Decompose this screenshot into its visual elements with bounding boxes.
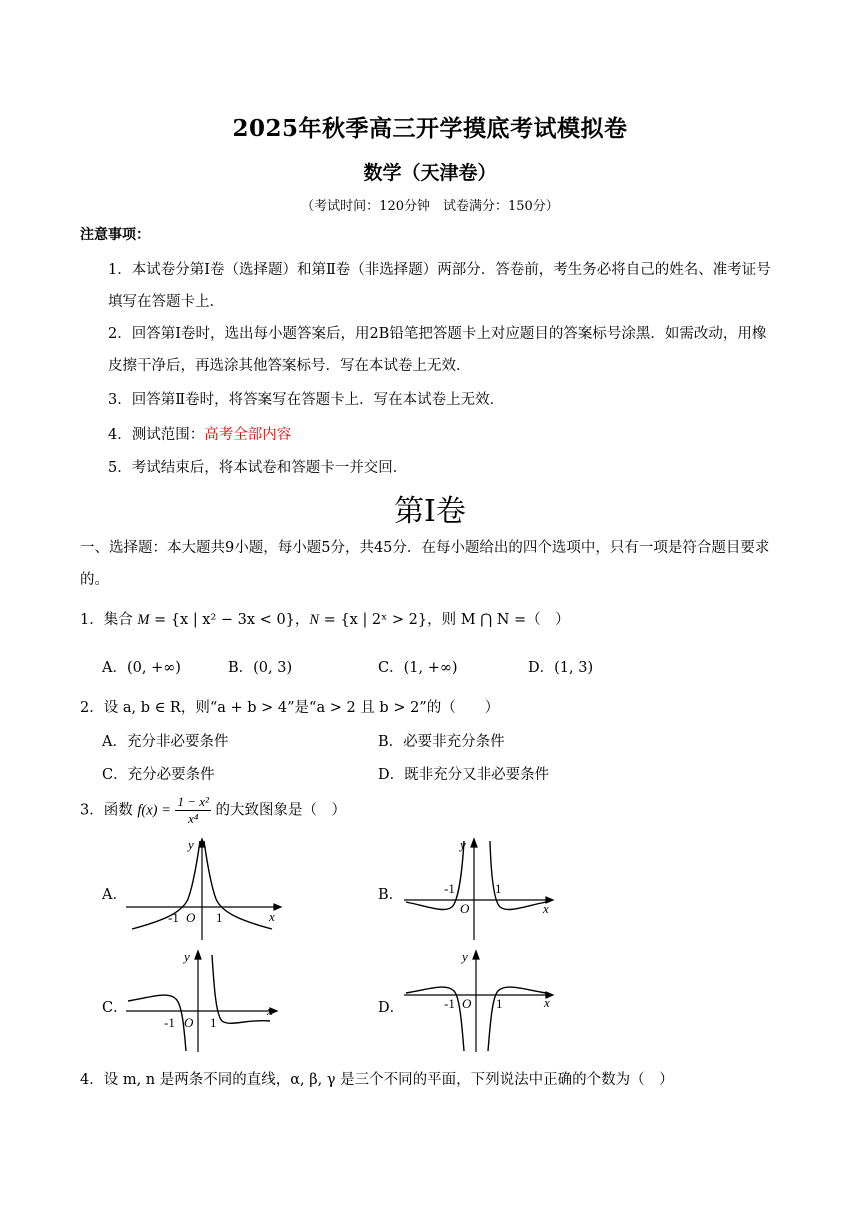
q3-c-one: 1 <box>210 1015 217 1030</box>
q3-function-name: f(x) = <box>137 802 171 819</box>
q1-option-c[interactable]: C．(1, +∞) <box>378 660 458 676</box>
q3-b-one: 1 <box>495 881 502 896</box>
notice-item-3-text: 3．回答第Ⅱ卷时，将答案写在答题卡上．写在本试卷上无效． <box>108 392 505 408</box>
q3-c-x-label: x <box>267 1003 273 1018</box>
q1-set-n-name: N <box>309 612 320 628</box>
q3-b-x-label: x <box>543 901 549 916</box>
q3-a-one: 1 <box>216 910 223 925</box>
q3-d-x-label: x <box>544 995 550 1010</box>
q3-denominator: x⁴ <box>188 811 199 826</box>
exam-info: （考试时间：120分钟 试卷满分：150分） <box>301 199 559 214</box>
q3-graph-a[interactable] <box>122 835 292 945</box>
notice-item-2-text: 2．回答第Ⅰ卷时，选出每小题答案后，用2B铅笔把答题卡上对应题目的答案标号涂黑．如需改动，用橡皮擦干净后，再选涂其他答案标号．写在本试卷上无效． <box>108 326 767 374</box>
q3-graph-c[interactable] <box>122 947 292 1057</box>
page-subtitle: 数学（天津卷） <box>363 162 497 184</box>
q3-numerator: 1 − x² <box>177 794 209 809</box>
q3-a-x-label: x <box>269 909 275 924</box>
q2-option-a[interactable]: A．充分非必要条件 <box>102 734 229 750</box>
page-title: 2025年秋季高三开学摸底考试模拟卷 <box>232 115 628 142</box>
notice-item-5-text: 5．考试结束后，将本试卷和答题卡一并交回． <box>108 460 408 476</box>
q3-d-y-label: y <box>462 949 468 964</box>
notice-item-2 <box>80 318 780 382</box>
q1-separator: ， <box>294 612 310 628</box>
notice-item-5 <box>80 452 780 484</box>
q2-option-c[interactable]: C．充分必要条件 <box>102 767 215 783</box>
q3-question: 的大致图象是（ ） <box>215 802 347 819</box>
q3-a-minus-one: -1 <box>168 910 179 925</box>
q3-b-y-label: y <box>460 837 466 852</box>
q1-set-n: = {x | 2ˣ > 2} <box>319 612 428 628</box>
q1-option-b[interactable]: B．(0, 3) <box>228 660 293 676</box>
q3-option-c-label[interactable]: C． <box>102 1000 128 1016</box>
q2-option-d[interactable]: D．既非充分又非必要条件 <box>378 767 550 783</box>
q1-text: 集合 <box>103 612 133 628</box>
q3-a-origin: O <box>186 910 196 925</box>
part-one-intro: 一、选择题：本大题共9小题，每小题5分，共45分．在每小题给出的四个选项中，只有一项是符合题目要求的。 <box>80 540 770 588</box>
q3-c-minus-one: -1 <box>164 1015 175 1030</box>
q3-graph-d[interactable] <box>400 947 570 1057</box>
notice-item-4 <box>80 419 780 451</box>
q3-a-y-label: y <box>188 837 194 852</box>
q1-set-m-name: M <box>137 612 150 628</box>
q1-question: ，则 M ⋂ N =（ ） <box>427 612 570 628</box>
q3-fraction <box>175 794 210 827</box>
q3-d-origin: O <box>462 996 472 1011</box>
notice-item-3 <box>80 384 780 416</box>
q1-option-d[interactable]: D．(1, 3) <box>528 660 594 676</box>
q3-number: 3．函数 <box>80 802 133 819</box>
q3-c-y-label: y <box>184 949 190 964</box>
section-title: 第Ⅰ卷 <box>394 494 466 529</box>
q3-d-minus-one: -1 <box>444 996 455 1011</box>
notice-item-1 <box>80 254 780 318</box>
q3-c-origin: O <box>184 1015 194 1030</box>
question-4: 4．设 m, n 是两条不同的直线，α, β, γ 是三个不同的平面，下列说法中正确的个数为（ ） <box>80 1072 674 1088</box>
q3-d-one: 1 <box>496 996 503 1011</box>
q3-option-a-label[interactable]: A． <box>102 887 127 903</box>
q1-option-a[interactable]: A．(0, +∞) <box>102 660 181 676</box>
question-1 <box>80 608 570 629</box>
notice-item-4-highlight: 高考全部内容 <box>204 427 292 443</box>
q3-option-d-label[interactable]: D． <box>378 1000 405 1016</box>
q3-option-b-label[interactable]: B． <box>378 887 404 903</box>
question-3 <box>80 794 346 827</box>
q3-b-origin: O <box>460 901 470 916</box>
q1-set-m: = {x | x² − 3x < 0} <box>149 612 295 628</box>
question-2: 2．设 a, b ∈ R，则“a + b > 4”是“a > 2 且 b > 2”的（ ） <box>80 700 500 716</box>
notice-item-1-text: 1．本试卷分第Ⅰ卷（选择题）和第Ⅱ卷（非选择题）两部分．答卷前，考生务必将自己的姓名、准考证号填写在答题卡上． <box>108 262 771 310</box>
notice-heading: 注意事项： <box>80 227 150 243</box>
notice-item-4-prefix: 4．测试范围： <box>108 427 205 443</box>
q3-graph-b[interactable] <box>400 835 570 945</box>
q1-number: 1． <box>80 612 104 628</box>
q2-option-b[interactable]: B．必要非充分条件 <box>378 734 505 750</box>
q3-b-minus-one: -1 <box>444 881 455 896</box>
